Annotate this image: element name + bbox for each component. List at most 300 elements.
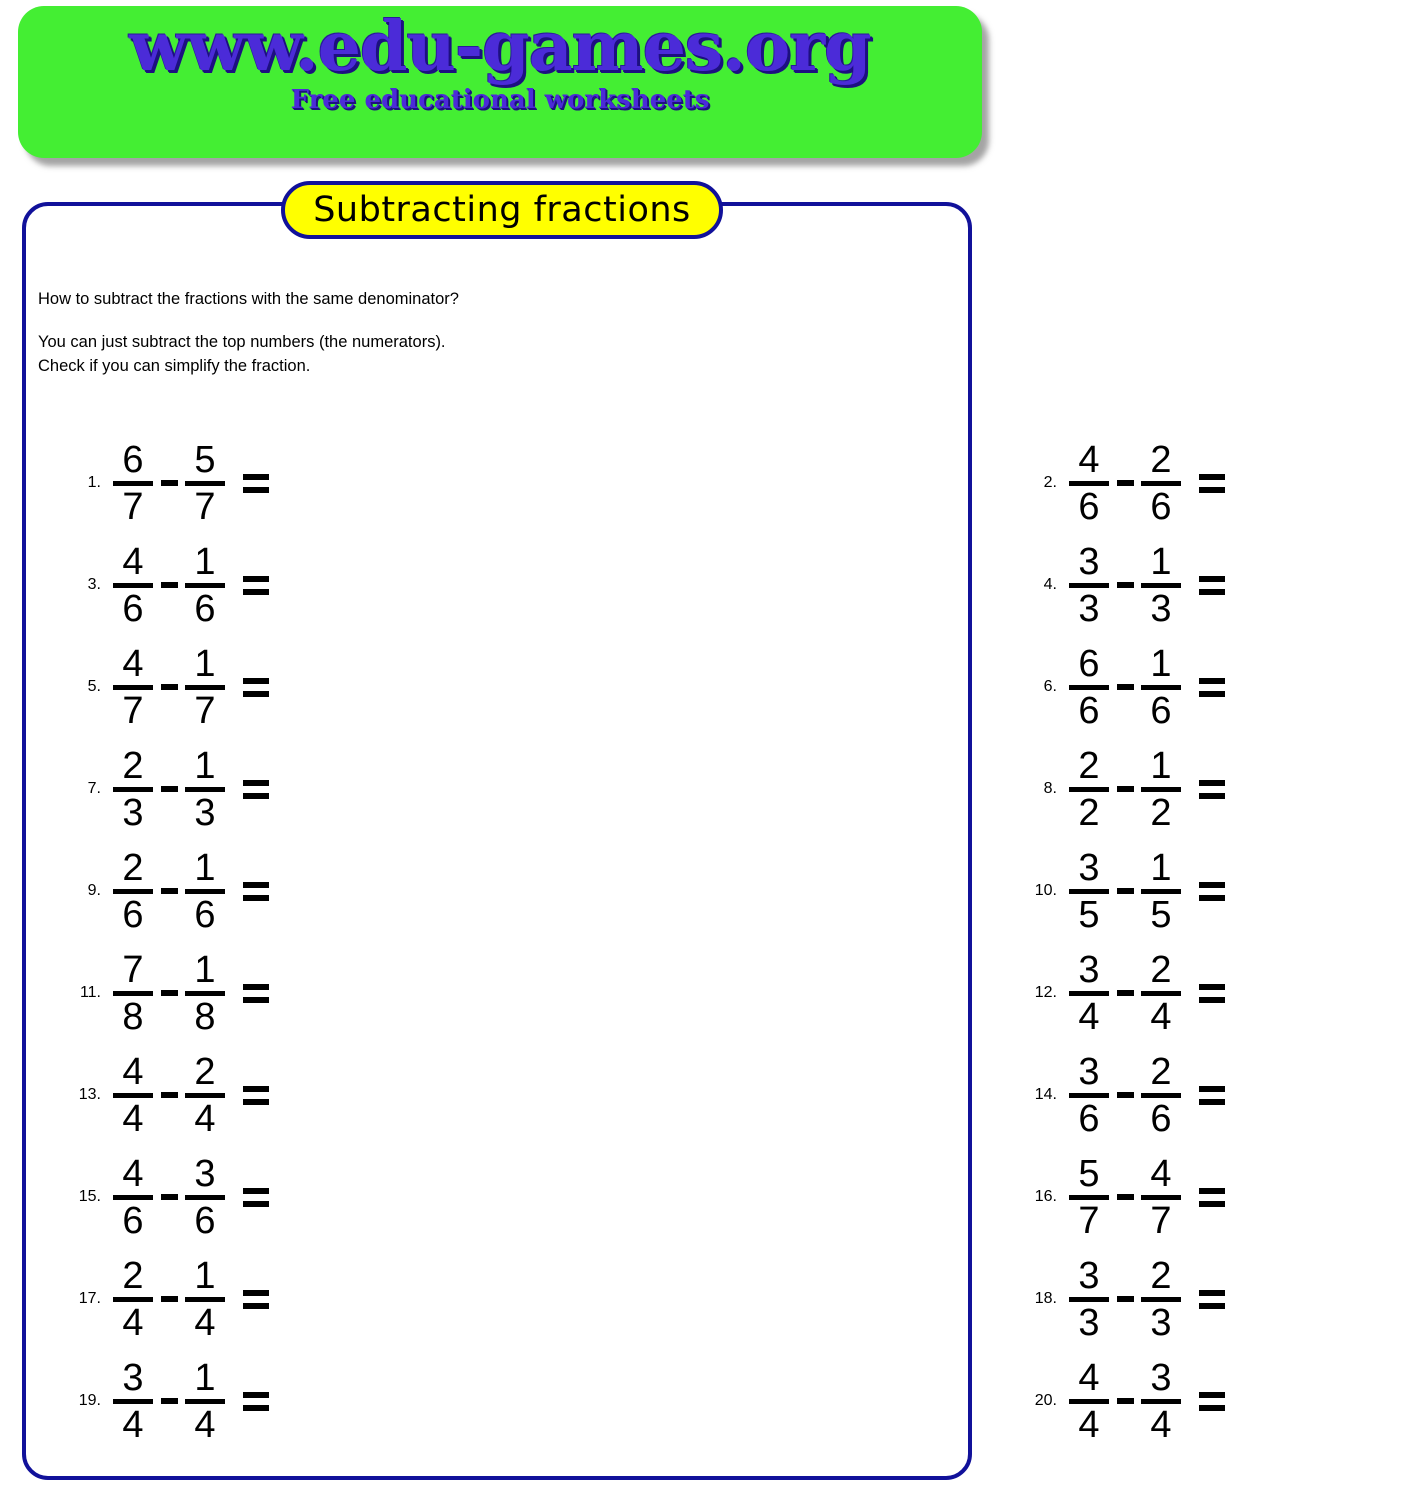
fraction-second bbox=[1138, 848, 1184, 935]
minus-operator-icon bbox=[1112, 684, 1138, 690]
problem-cell bbox=[456, 738, 1172, 840]
answer-blank[interactable] bbox=[276, 657, 456, 717]
numerator: 5 bbox=[1078, 1152, 1100, 1195]
numerator: 4 bbox=[1150, 1152, 1172, 1195]
fraction-bar bbox=[113, 889, 153, 894]
answer-blank[interactable] bbox=[1232, 1167, 1412, 1227]
fraction-bar bbox=[1141, 583, 1181, 588]
minus-operator-icon bbox=[1112, 990, 1138, 996]
fraction-bar bbox=[1141, 1399, 1181, 1404]
problem-number: 9. bbox=[87, 882, 101, 899]
minus-bar bbox=[1117, 990, 1134, 996]
problem-cell bbox=[0, 636, 456, 738]
minus-operator-icon bbox=[1112, 1398, 1138, 1404]
problem-number: 10. bbox=[1034, 882, 1057, 899]
problem-cell bbox=[456, 942, 1172, 1044]
problem-number: 12. bbox=[1034, 984, 1057, 1001]
equals-bar-bottom bbox=[1199, 691, 1225, 697]
denominator: 7 bbox=[122, 689, 144, 732]
fraction-bar bbox=[185, 991, 225, 996]
denominator: 7 bbox=[122, 485, 144, 528]
minus-operator-icon bbox=[1112, 1296, 1138, 1302]
equals-bar-top bbox=[243, 882, 269, 888]
equals-operator-icon bbox=[1192, 1086, 1232, 1105]
equals-bar-top bbox=[1199, 780, 1225, 786]
problem-cell bbox=[0, 1248, 456, 1350]
equals-operator-icon bbox=[1192, 576, 1232, 595]
equals-operator-icon bbox=[1192, 984, 1232, 1003]
answer-blank[interactable] bbox=[1232, 555, 1412, 615]
minus-bar bbox=[161, 1296, 178, 1302]
fraction-first bbox=[1066, 950, 1112, 1037]
equals-bar-top bbox=[1199, 576, 1225, 582]
denominator: 3 bbox=[1150, 587, 1172, 630]
denominator: 4 bbox=[122, 1097, 144, 1140]
equals-bar-top bbox=[243, 1392, 269, 1398]
denominator: 6 bbox=[1150, 1097, 1172, 1140]
denominator: 4 bbox=[1078, 1403, 1100, 1446]
equals-operator-icon bbox=[1192, 1290, 1232, 1309]
problem-cell bbox=[0, 738, 456, 840]
fraction-bar bbox=[185, 889, 225, 894]
fraction-first bbox=[110, 1358, 156, 1445]
problem-grid bbox=[0, 432, 1172, 1452]
equals-operator-icon bbox=[236, 474, 276, 493]
equals-bar-top bbox=[243, 1290, 269, 1296]
equals-bar-bottom bbox=[1199, 589, 1225, 595]
answer-blank[interactable] bbox=[1232, 861, 1412, 921]
fraction-bar bbox=[1069, 787, 1109, 792]
minus-bar bbox=[1117, 684, 1134, 690]
fraction-expression bbox=[110, 539, 456, 631]
equals-operator-icon bbox=[236, 1188, 276, 1207]
fraction-second bbox=[1138, 542, 1184, 629]
denominator: 6 bbox=[1078, 689, 1100, 732]
denominator: 6 bbox=[1078, 1097, 1100, 1140]
fraction-expression bbox=[1066, 437, 1412, 529]
fraction-second bbox=[1138, 1154, 1184, 1241]
fraction-bar bbox=[1069, 1195, 1109, 1200]
answer-blank[interactable] bbox=[1232, 1269, 1412, 1329]
answer-blank[interactable] bbox=[1232, 657, 1412, 717]
denominator: 2 bbox=[1078, 791, 1100, 834]
denominator: 4 bbox=[1150, 995, 1172, 1038]
problem-number: 15. bbox=[78, 1188, 101, 1205]
fraction-first bbox=[1066, 1358, 1112, 1445]
fraction-first bbox=[110, 1154, 156, 1241]
numerator: 2 bbox=[1078, 744, 1100, 787]
denominator: 4 bbox=[1078, 995, 1100, 1038]
problem-cell bbox=[0, 1146, 456, 1248]
fraction-bar bbox=[185, 1297, 225, 1302]
fraction-bar bbox=[1069, 481, 1109, 486]
fraction-expression bbox=[1066, 641, 1412, 733]
denominator: 5 bbox=[1150, 893, 1172, 936]
equals-operator-icon bbox=[1192, 780, 1232, 799]
denominator: 6 bbox=[194, 587, 216, 630]
problem-number: 6. bbox=[1043, 678, 1057, 695]
equals-bar-top bbox=[243, 1188, 269, 1194]
fraction-expression bbox=[110, 1253, 456, 1345]
problem-number: 5. bbox=[87, 678, 101, 695]
denominator: 4 bbox=[122, 1403, 144, 1446]
problem-row bbox=[0, 1350, 1172, 1452]
fraction-bar bbox=[185, 787, 225, 792]
fraction-second bbox=[1138, 1052, 1184, 1139]
minus-bar bbox=[161, 1092, 178, 1098]
equals-operator-icon bbox=[236, 780, 276, 799]
denominator: 6 bbox=[122, 893, 144, 936]
numerator: 2 bbox=[194, 1050, 216, 1093]
numerator: 1 bbox=[1150, 642, 1172, 685]
fraction-expression bbox=[110, 641, 456, 733]
answer-blank[interactable] bbox=[1232, 759, 1412, 819]
numerator: 3 bbox=[194, 1152, 216, 1195]
equals-operator-icon bbox=[1192, 1188, 1232, 1207]
equals-operator-icon bbox=[236, 1392, 276, 1411]
problem-number: 14. bbox=[1034, 1086, 1057, 1103]
equals-bar-top bbox=[1199, 984, 1225, 990]
problem-cell bbox=[456, 1044, 1172, 1146]
equals-operator-icon bbox=[236, 678, 276, 697]
numerator: 6 bbox=[122, 438, 144, 481]
minus-bar bbox=[1117, 1296, 1134, 1302]
equals-bar-top bbox=[1199, 882, 1225, 888]
numerator: 1 bbox=[194, 540, 216, 583]
numerator: 6 bbox=[1078, 642, 1100, 685]
fraction-bar bbox=[1069, 1399, 1109, 1404]
denominator: 3 bbox=[1078, 587, 1100, 630]
fraction-bar bbox=[1141, 1297, 1181, 1302]
numerator: 2 bbox=[1150, 438, 1172, 481]
problem-cell bbox=[456, 1350, 1172, 1452]
fraction-bar bbox=[113, 787, 153, 792]
fraction-expression bbox=[1066, 947, 1412, 1039]
fraction-bar bbox=[113, 1297, 153, 1302]
problem-cell bbox=[456, 636, 1172, 738]
denominator: 8 bbox=[194, 995, 216, 1038]
denominator: 6 bbox=[122, 587, 144, 630]
equals-operator-icon bbox=[236, 984, 276, 1003]
fraction-expression bbox=[1066, 1049, 1412, 1141]
denominator: 3 bbox=[194, 791, 216, 834]
equals-bar-bottom bbox=[243, 793, 269, 799]
equals-bar-bottom bbox=[1199, 1303, 1225, 1309]
answer-blank[interactable] bbox=[1232, 1371, 1412, 1431]
instructions-block bbox=[38, 288, 738, 379]
answer-blank[interactable] bbox=[276, 861, 456, 921]
minus-bar bbox=[1117, 1092, 1134, 1098]
numerator: 4 bbox=[1078, 1356, 1100, 1399]
minus-operator-icon bbox=[1112, 1194, 1138, 1200]
numerator: 4 bbox=[122, 642, 144, 685]
problem-cell bbox=[456, 1248, 1172, 1350]
problem-row bbox=[0, 636, 1172, 738]
problem-number: 8. bbox=[1043, 780, 1057, 797]
numerator: 3 bbox=[1078, 540, 1100, 583]
fraction-first bbox=[1066, 1256, 1112, 1343]
fraction-second bbox=[182, 1256, 228, 1343]
problem-cell bbox=[456, 534, 1172, 636]
denominator: 4 bbox=[194, 1301, 216, 1344]
problem-number: 16. bbox=[1034, 1188, 1057, 1205]
site-tagline-text: Free educational worksheets bbox=[290, 85, 710, 116]
problem-row bbox=[0, 1146, 1172, 1248]
equals-bar-bottom bbox=[243, 895, 269, 901]
fraction-second bbox=[182, 1154, 228, 1241]
fraction-first bbox=[1066, 440, 1112, 527]
answer-blank[interactable] bbox=[1232, 453, 1412, 513]
minus-operator-icon bbox=[156, 684, 182, 690]
denominator: 7 bbox=[1078, 1199, 1100, 1242]
fraction-expression bbox=[110, 845, 456, 937]
site-banner bbox=[18, 6, 982, 158]
fraction-bar bbox=[1069, 1297, 1109, 1302]
equals-bar-top bbox=[243, 780, 269, 786]
equals-bar-top bbox=[1199, 474, 1225, 480]
equals-operator-icon bbox=[236, 576, 276, 595]
denominator: 6 bbox=[194, 893, 216, 936]
numerator: 4 bbox=[122, 540, 144, 583]
numerator: 2 bbox=[1150, 1050, 1172, 1093]
minus-operator-icon bbox=[156, 888, 182, 894]
fraction-bar bbox=[1069, 1093, 1109, 1098]
fraction-first bbox=[110, 440, 156, 527]
numerator: 2 bbox=[122, 1254, 144, 1297]
minus-operator-icon bbox=[156, 480, 182, 486]
fraction-expression bbox=[1066, 743, 1412, 835]
numerator: 4 bbox=[1078, 438, 1100, 481]
problem-number: 4. bbox=[1043, 576, 1057, 593]
denominator: 4 bbox=[122, 1301, 144, 1344]
fraction-bar bbox=[1141, 481, 1181, 486]
fraction-expression bbox=[110, 1355, 456, 1447]
equals-bar-bottom bbox=[1199, 895, 1225, 901]
numerator: 1 bbox=[194, 846, 216, 889]
denominator: 3 bbox=[1150, 1301, 1172, 1344]
equals-operator-icon bbox=[236, 1086, 276, 1105]
minus-bar bbox=[161, 684, 178, 690]
fraction-bar bbox=[1141, 1195, 1181, 1200]
fraction-first bbox=[110, 746, 156, 833]
minus-bar bbox=[161, 582, 178, 588]
numerator: 2 bbox=[122, 846, 144, 889]
fraction-second bbox=[182, 644, 228, 731]
numerator: 3 bbox=[1078, 948, 1100, 991]
fraction-bar bbox=[185, 1195, 225, 1200]
fraction-bar bbox=[185, 481, 225, 486]
numerator: 1 bbox=[194, 744, 216, 787]
problem-row bbox=[0, 1044, 1172, 1146]
minus-operator-icon bbox=[1112, 1092, 1138, 1098]
minus-operator-icon bbox=[1112, 480, 1138, 486]
numerator: 4 bbox=[122, 1050, 144, 1093]
equals-bar-bottom bbox=[1199, 1405, 1225, 1411]
numerator: 5 bbox=[194, 438, 216, 481]
numerator: 1 bbox=[194, 1254, 216, 1297]
fraction-first bbox=[1066, 848, 1112, 935]
problem-row bbox=[0, 942, 1172, 1044]
problem-number: 18. bbox=[1034, 1290, 1057, 1307]
answer-blank[interactable] bbox=[1232, 1065, 1412, 1125]
fraction-bar bbox=[1069, 583, 1109, 588]
problem-number: 1. bbox=[87, 474, 101, 491]
minus-bar bbox=[1117, 1194, 1134, 1200]
minus-bar bbox=[1117, 1398, 1134, 1404]
fraction-bar bbox=[113, 1093, 153, 1098]
fraction-second bbox=[182, 440, 228, 527]
numerator: 1 bbox=[194, 948, 216, 991]
problem-cell bbox=[0, 942, 456, 1044]
minus-bar bbox=[1117, 888, 1134, 894]
numerator: 1 bbox=[1150, 744, 1172, 787]
fraction-expression bbox=[110, 743, 456, 835]
fraction-expression bbox=[110, 947, 456, 1039]
instructions-line-1: You can just subtract the top numbers (the numerators). bbox=[38, 332, 446, 351]
denominator: 8 bbox=[122, 995, 144, 1038]
denominator: 2 bbox=[1150, 791, 1172, 834]
fraction-expression bbox=[1066, 1355, 1412, 1447]
numerator: 1 bbox=[194, 642, 216, 685]
answer-blank[interactable] bbox=[276, 759, 456, 819]
equals-bar-top bbox=[243, 1086, 269, 1092]
fraction-first bbox=[1066, 746, 1112, 833]
problem-number: 2. bbox=[1043, 474, 1057, 491]
worksheet-title-badge bbox=[281, 181, 723, 239]
denominator: 6 bbox=[194, 1199, 216, 1242]
fraction-second bbox=[1138, 440, 1184, 527]
equals-bar-top bbox=[243, 678, 269, 684]
problem-cell bbox=[456, 840, 1172, 942]
minus-bar bbox=[161, 1194, 178, 1200]
minus-bar bbox=[1117, 582, 1134, 588]
numerator: 3 bbox=[1150, 1356, 1172, 1399]
equals-bar-top bbox=[1199, 1290, 1225, 1296]
fraction-bar bbox=[113, 685, 153, 690]
instructions-spacer bbox=[38, 312, 738, 331]
minus-bar bbox=[161, 990, 178, 996]
denominator: 4 bbox=[194, 1097, 216, 1140]
problem-row bbox=[0, 1248, 1172, 1350]
fraction-second bbox=[1138, 950, 1184, 1037]
minus-bar bbox=[1117, 786, 1134, 792]
denominator: 4 bbox=[194, 1403, 216, 1446]
numerator: 2 bbox=[122, 744, 144, 787]
minus-bar bbox=[161, 786, 178, 792]
answer-blank[interactable] bbox=[276, 1269, 456, 1329]
fraction-second bbox=[1138, 746, 1184, 833]
fraction-bar bbox=[113, 583, 153, 588]
fraction-second bbox=[182, 1052, 228, 1139]
problem-number: 20. bbox=[1034, 1392, 1057, 1409]
minus-operator-icon bbox=[156, 1092, 182, 1098]
answer-blank[interactable] bbox=[276, 963, 456, 1023]
denominator: 6 bbox=[1078, 485, 1100, 528]
minus-operator-icon bbox=[156, 1398, 182, 1404]
answer-blank[interactable] bbox=[1232, 963, 1412, 1023]
fraction-bar bbox=[113, 1195, 153, 1200]
minus-operator-icon bbox=[1112, 786, 1138, 792]
problem-row bbox=[0, 840, 1172, 942]
equals-bar-bottom bbox=[243, 1201, 269, 1207]
minus-bar bbox=[161, 1398, 178, 1404]
fraction-first bbox=[1066, 542, 1112, 629]
equals-bar-bottom bbox=[1199, 997, 1225, 1003]
fraction-bar bbox=[1141, 787, 1181, 792]
numerator: 1 bbox=[194, 1356, 216, 1399]
denominator: 3 bbox=[122, 791, 144, 834]
fraction-first bbox=[1066, 1154, 1112, 1241]
numerator: 7 bbox=[122, 948, 144, 991]
fraction-second bbox=[1138, 1256, 1184, 1343]
answer-blank[interactable] bbox=[276, 1065, 456, 1125]
numerator: 1 bbox=[1150, 540, 1172, 583]
fraction-second bbox=[182, 950, 228, 1037]
answer-blank[interactable] bbox=[276, 1371, 456, 1431]
equals-bar-bottom bbox=[1199, 1201, 1225, 1207]
answer-blank[interactable] bbox=[276, 555, 456, 615]
fraction-bar bbox=[1141, 889, 1181, 894]
minus-operator-icon bbox=[156, 1194, 182, 1200]
fraction-bar bbox=[1141, 991, 1181, 996]
problem-cell bbox=[0, 432, 456, 534]
minus-bar bbox=[161, 888, 178, 894]
problem-number: 11. bbox=[79, 984, 101, 1001]
denominator: 6 bbox=[122, 1199, 144, 1242]
equals-operator-icon bbox=[236, 1290, 276, 1309]
problem-row bbox=[0, 738, 1172, 840]
minus-operator-icon bbox=[156, 582, 182, 588]
problem-cell bbox=[0, 1350, 456, 1452]
fraction-second bbox=[182, 848, 228, 935]
numerator: 3 bbox=[1078, 1254, 1100, 1297]
equals-bar-top bbox=[1199, 1086, 1225, 1092]
fraction-bar bbox=[1069, 991, 1109, 996]
instructions-line-2: Check if you can simplify the fraction. bbox=[38, 356, 311, 375]
fraction-bar bbox=[113, 991, 153, 996]
fraction-expression bbox=[1066, 1151, 1412, 1243]
equals-bar-top bbox=[243, 984, 269, 990]
fraction-second bbox=[1138, 644, 1184, 731]
problem-cell bbox=[0, 840, 456, 942]
equals-bar-top bbox=[1199, 1188, 1225, 1194]
fraction-second bbox=[182, 542, 228, 629]
fraction-first bbox=[110, 542, 156, 629]
numerator: 3 bbox=[1078, 1050, 1100, 1093]
problem-number: 7. bbox=[87, 780, 101, 797]
answer-blank[interactable] bbox=[276, 453, 456, 513]
fraction-bar bbox=[185, 685, 225, 690]
site-logo-text: www.edu-games.org bbox=[129, 7, 871, 87]
numerator: 3 bbox=[122, 1356, 144, 1399]
equals-bar-bottom bbox=[243, 997, 269, 1003]
denominator: 4 bbox=[1150, 1403, 1172, 1446]
minus-operator-icon bbox=[156, 786, 182, 792]
fraction-bar bbox=[1069, 685, 1109, 690]
fraction-expression bbox=[1066, 1253, 1412, 1345]
fraction-expression bbox=[110, 1151, 456, 1243]
problem-row bbox=[0, 534, 1172, 636]
fraction-second bbox=[182, 1358, 228, 1445]
fraction-bar bbox=[113, 1399, 153, 1404]
fraction-first bbox=[110, 1256, 156, 1343]
equals-operator-icon bbox=[1192, 474, 1232, 493]
denominator: 7 bbox=[194, 485, 216, 528]
minus-bar bbox=[161, 480, 178, 486]
equals-operator-icon bbox=[1192, 678, 1232, 697]
equals-bar-bottom bbox=[1199, 1099, 1225, 1105]
answer-blank[interactable] bbox=[276, 1167, 456, 1227]
